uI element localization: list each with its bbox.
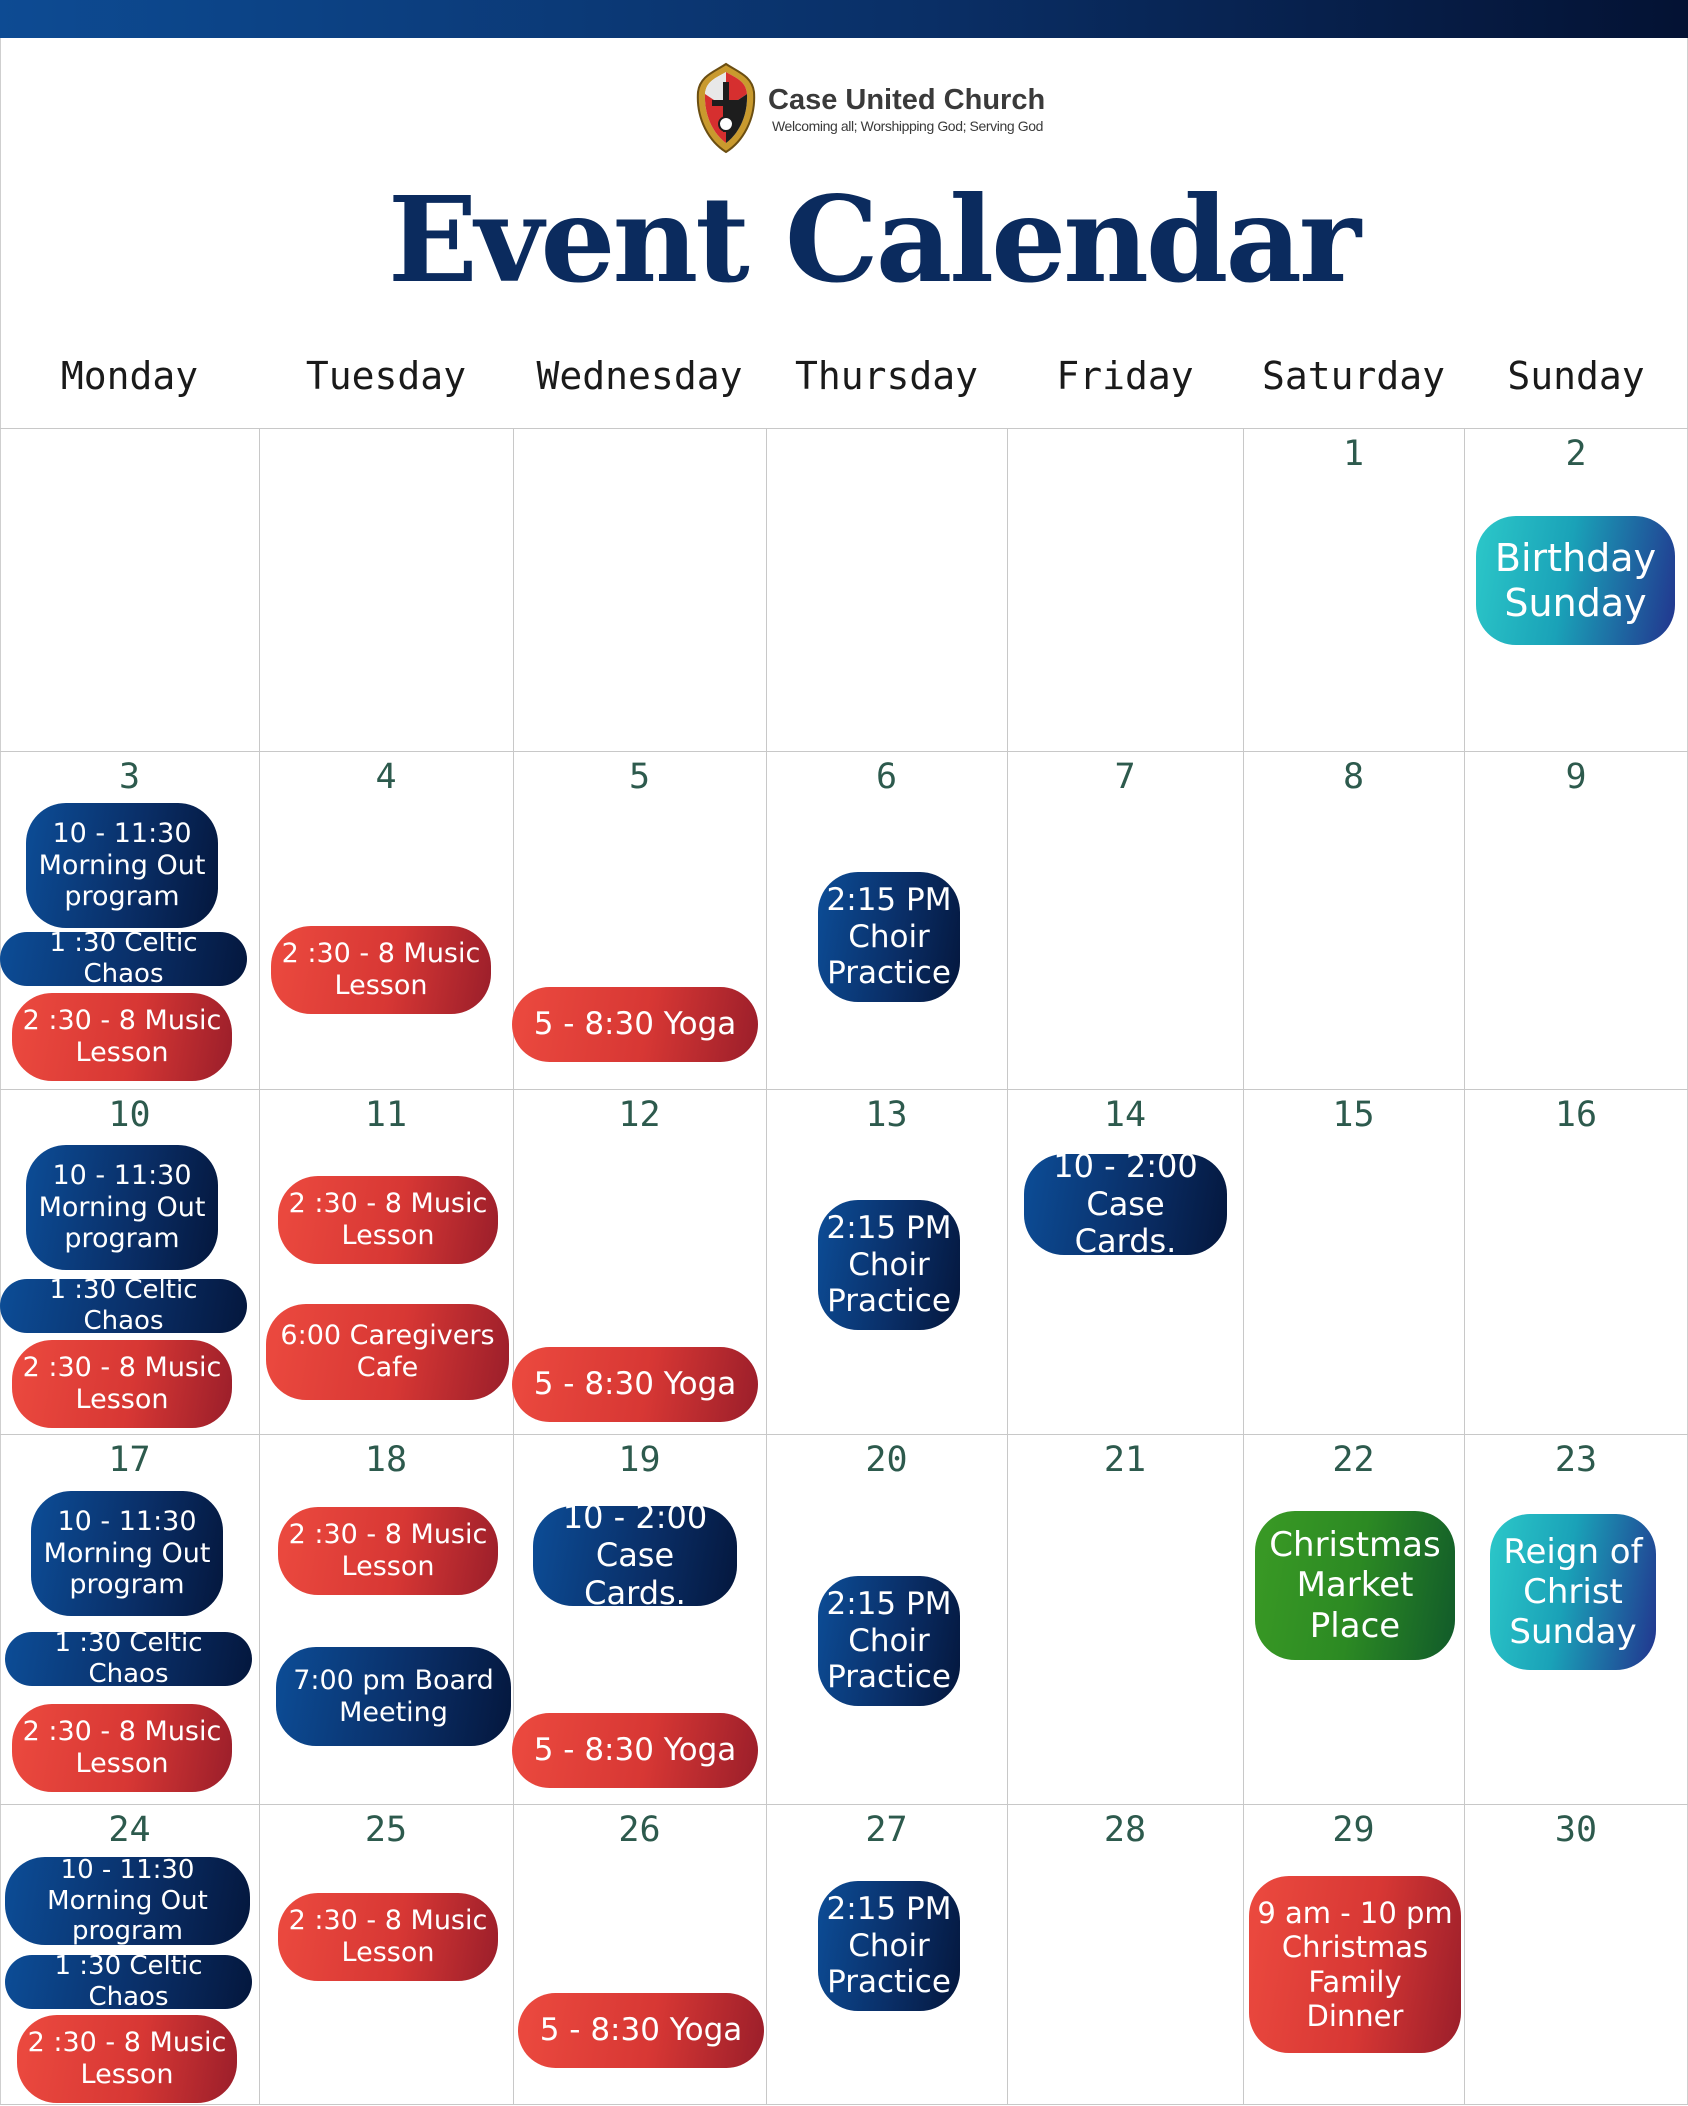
event-2-15-pm-choir-practice[interactable]: 2:15 PM Choir Practice — [818, 872, 960, 1002]
day-number-8: 8 — [1342, 757, 1365, 797]
day-number-24: 24 — [108, 1810, 151, 1850]
day-number-3: 3 — [118, 757, 141, 797]
grid-row-divider — [0, 751, 1688, 752]
event-2-30-8-music-lesson[interactable]: 2 :30 - 8 Music Lesson — [271, 926, 491, 1014]
weekday-header-friday: Friday — [1056, 354, 1194, 398]
event-10-11-30-morning-out-program[interactable]: 10 - 11:30 Morning Out program — [26, 1145, 218, 1270]
event-10-11-30-morning-out-program[interactable]: 10 - 11:30 Morning Out program — [5, 1857, 250, 1945]
grid-row-divider — [0, 1804, 1688, 1805]
day-number-26: 26 — [618, 1810, 661, 1850]
event-2-15-pm-choir-practice[interactable]: 2:15 PM Choir Practice — [818, 1881, 960, 2011]
day-number-23: 23 — [1554, 1440, 1598, 1480]
day-number-2: 2 — [1565, 434, 1587, 474]
day-number-7: 7 — [1114, 757, 1136, 797]
event-10-2-00-case-cards[interactable]: 10 - 2:00 Case Cards. — [1024, 1154, 1227, 1255]
day-number-21: 21 — [1103, 1440, 1147, 1480]
grid-column-divider — [513, 428, 514, 2104]
event-2-30-8-music-lesson[interactable]: 2 :30 - 8 Music Lesson — [12, 1704, 232, 1792]
day-number-20: 20 — [865, 1440, 908, 1480]
weekday-header-wednesday: Wednesday — [536, 354, 743, 398]
grid-column-divider — [1243, 428, 1244, 2104]
grid-row-divider — [0, 1089, 1688, 1090]
weekday-header-sunday: Sunday — [1507, 354, 1645, 398]
event-9-am-10-pm-christmas-family-dinner[interactable]: 9 am - 10 pm Christmas Family Dinner — [1249, 1876, 1461, 2053]
event-reign-of-christ-sunday[interactable]: Reign of Christ Sunday — [1490, 1514, 1656, 1670]
event-10-11-30-morning-out-program[interactable]: 10 - 11:30 Morning Out program — [26, 803, 218, 928]
day-number-22: 22 — [1332, 1440, 1375, 1480]
day-number-25: 25 — [364, 1810, 408, 1850]
day-number-6: 6 — [875, 757, 898, 797]
grid-column-divider — [1464, 428, 1465, 2104]
weekday-header-thursday: Thursday — [794, 354, 979, 398]
event-5-8-30-yoga[interactable]: 5 - 8:30 Yoga — [512, 987, 758, 1062]
day-number-15: 15 — [1332, 1095, 1375, 1135]
event-2-30-8-music-lesson[interactable]: 2 :30 - 8 Music Lesson — [278, 1176, 498, 1264]
event-2-30-8-music-lesson[interactable]: 2 :30 - 8 Music Lesson — [17, 2015, 237, 2103]
day-number-29: 29 — [1332, 1810, 1375, 1850]
event-1-30-celtic-chaos[interactable]: 1 :30 Celtic Chaos — [5, 1632, 252, 1686]
day-number-13: 13 — [865, 1095, 908, 1135]
event-10-11-30-morning-out-program[interactable]: 10 - 11:30 Morning Out program — [31, 1491, 223, 1616]
event-1-30-celtic-chaos[interactable]: 1 :30 Celtic Chaos — [5, 1955, 252, 2009]
event-2-30-8-music-lesson[interactable]: 2 :30 - 8 Music Lesson — [12, 993, 232, 1081]
grid-row-divider — [0, 1434, 1688, 1435]
day-number-28: 28 — [1103, 1810, 1147, 1850]
day-number-10: 10 — [108, 1095, 151, 1135]
grid-row-divider — [0, 428, 1688, 429]
page-title: Event Calendar — [387, 170, 1359, 309]
church-name: Case United Church — [768, 84, 1046, 116]
grid-column-divider — [766, 428, 767, 2104]
church-logo — [696, 62, 756, 154]
day-number-1: 1 — [1342, 434, 1365, 474]
day-number-11: 11 — [364, 1095, 408, 1135]
event-birthday-sunday[interactable]: Birthday Sunday — [1476, 516, 1675, 645]
event-2-30-8-music-lesson[interactable]: 2 :30 - 8 Music Lesson — [12, 1340, 232, 1428]
grid-column-divider — [259, 428, 260, 2104]
event-5-8-30-yoga[interactable]: 5 - 8:30 Yoga — [518, 1993, 764, 2068]
weekday-header-monday: Monday — [60, 354, 199, 398]
grid-column-divider — [1007, 428, 1008, 2104]
day-number-16: 16 — [1554, 1095, 1598, 1135]
church-tagline: Welcoming all; Worshipping God; Serving God — [772, 118, 1043, 134]
day-number-17: 17 — [108, 1440, 151, 1480]
weekday-header-tuesday: Tuesday — [305, 354, 467, 398]
event-6-00-caregivers-cafe[interactable]: 6:00 Caregivers Cafe — [266, 1304, 509, 1400]
day-number-14: 14 — [1103, 1095, 1147, 1135]
grid-row-divider — [0, 2104, 1688, 2105]
day-number-30: 30 — [1554, 1810, 1598, 1850]
day-number-12: 12 — [618, 1095, 661, 1135]
calendar-page — [0, 38, 1688, 2105]
event-2-15-pm-choir-practice[interactable]: 2:15 PM Choir Practice — [818, 1576, 960, 1706]
event-2-30-8-music-lesson[interactable]: 2 :30 - 8 Music Lesson — [278, 1893, 498, 1981]
day-number-4: 4 — [375, 757, 397, 797]
day-number-19: 19 — [618, 1440, 661, 1480]
event-5-8-30-yoga[interactable]: 5 - 8:30 Yoga — [512, 1713, 758, 1788]
day-number-27: 27 — [865, 1810, 908, 1850]
event-1-30-celtic-chaos[interactable]: 1 :30 Celtic Chaos — [0, 932, 247, 986]
event-10-2-00-case-cards[interactable]: 10 - 2:00 Case Cards. — [533, 1506, 737, 1606]
weekday-header-saturday: Saturday — [1261, 354, 1446, 398]
event-5-8-30-yoga[interactable]: 5 - 8:30 Yoga — [512, 1347, 758, 1422]
day-number-5: 5 — [628, 757, 651, 797]
event-2-15-pm-choir-practice[interactable]: 2:15 PM Choir Practice — [818, 1200, 960, 1330]
event-1-30-celtic-chaos[interactable]: 1 :30 Celtic Chaos — [0, 1279, 247, 1333]
day-number-9: 9 — [1565, 757, 1587, 797]
event-christmas-market-place[interactable]: Christmas Market Place — [1255, 1511, 1455, 1660]
event-2-30-8-music-lesson[interactable]: 2 :30 - 8 Music Lesson — [278, 1507, 498, 1595]
top-banner — [0, 0, 1688, 38]
event-7-00-pm-board-meeting[interactable]: 7:00 pm Board Meeting — [276, 1647, 511, 1746]
day-number-18: 18 — [364, 1440, 408, 1480]
